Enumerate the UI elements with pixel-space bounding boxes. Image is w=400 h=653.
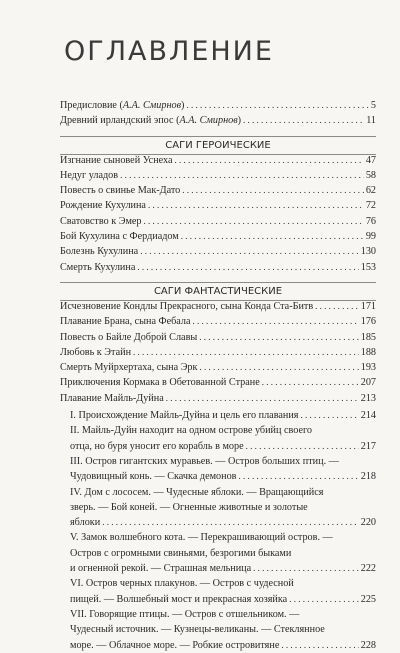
toc-entry [60,316,376,331]
leader-dots [199,332,358,343]
leader-dots [133,347,359,358]
page-number: 218 [360,471,376,483]
entry-title: Любовь к Этайн [60,346,132,358]
toc-entry [60,170,376,185]
section-heading-fantastic: САГИ ФАНТАСТИЧЕСКИЕ [153,285,283,297]
entry-title: Смерть Муйрхертаха, сына Эрк [60,362,198,374]
page-number: 5 [370,100,376,111]
entry-title: и огненной рекой. — Страшная мельница [70,563,252,575]
page-number: 176 [360,316,376,328]
leader-dots [253,561,359,576]
leader-dots [281,638,358,653]
leader-dots [246,439,359,454]
subentry-line: VI. Остров черных плакунов. — Остров с чудесной [70,578,294,590]
toc-subentry [60,576,376,607]
toc-entry [60,301,376,316]
toc-entry [70,469,376,484]
leader-dots [300,408,358,423]
page-number: 217 [360,440,376,452]
leader-dots [315,301,359,312]
subentry-line: III. Остров гигантских муравьев. — Остров больших птиц. — [70,455,339,467]
fantastic-entries [60,301,376,408]
toc-entry [60,393,376,408]
entry-title: Недуг уладов [60,169,119,181]
leader-dots [186,100,368,111]
entry-title: Плавание Брана, сына Фебала [60,316,191,328]
entry-title: отца, но буря уносит его корабль в море [70,440,244,452]
leader-dots [243,115,364,126]
toc-entry [60,216,376,231]
page-number: 72 [365,200,376,212]
toc-entry [60,377,376,392]
entry-title: Плавание Майль-Дуйна [60,392,164,404]
toc-entry [60,231,376,246]
page-number: 220 [360,517,376,529]
leader-dots [120,170,364,181]
intro-entries [60,100,376,131]
page-number: 213 [360,392,376,404]
entry-title: Исчезновение Кондлы Прекрасного, сына Конда Ста-Битв [60,300,314,312]
table-of-contents [60,100,376,653]
subentry-line: Чудесный источник. — Кузнецы-великаны. — Стеклянное [70,624,325,636]
leader-dots [193,316,359,327]
leader-dots [144,216,364,227]
toc-subentry [60,485,376,531]
leader-dots [137,262,358,273]
entry-title: Сватовство к Эмер [60,215,142,227]
toc-entry [60,115,376,130]
page-number: 58 [365,169,376,181]
leader-dots [140,246,359,257]
toc-subentry [60,454,376,485]
page-number: 185 [360,331,376,343]
page-title: ОГЛАВЛЕНИЕ [64,36,274,67]
toc-subentry [60,530,376,576]
leader-dots [102,515,359,530]
subentry-line: IV. Дом с лососем. — Чудесные яблоки. — Вращающийся [70,486,324,498]
entry-title: Повесть о свинье Мак-Дато [60,185,181,197]
toc-entry [60,262,376,277]
toc-entry [70,408,376,423]
subentry-line: II. Майль-Дуйн находит на одном острове убийц своего [70,425,313,437]
entry-title: Смерть Кухулина [60,261,136,273]
page-number: 11 [366,115,376,127]
entry-title: море. — Облачное море. — Робкие островитяне [70,639,280,651]
page-number: 188 [360,346,376,358]
subentry-line: VII. Говорящие птицы. — Остров с отшельником. — [70,608,300,620]
entry-title: Бой Кухулина с Фердиадом [60,231,179,243]
toc-entry [60,246,376,261]
page-number: 207 [360,377,376,389]
leader-dots [239,469,359,484]
entry-title: Повесть о Байле Доброй Славы [60,331,198,343]
entry-title: Древний ирландский эпос (А.А. Смирнов) [60,115,242,127]
subentry-line: Остров с огромными свиньями, безрогими быками [70,547,292,559]
leader-dots [182,185,364,196]
page-number: 99 [365,231,376,243]
page-number: 214 [360,410,376,422]
toc-entry [60,362,376,377]
toc-entry [70,561,376,576]
leader-dots [199,362,358,373]
leader-dots [166,393,359,404]
page-number: 153 [360,261,376,273]
subentry-line: зверь. — Бой коней. — Огненные животные и золотые [70,501,308,513]
heroic-entries [60,155,376,277]
toc-entry [60,100,376,115]
toc-entry [60,185,376,200]
toc-entry [60,347,376,362]
leader-dots [175,155,364,166]
entry-title: яблоки [70,517,101,529]
page-number: 62 [365,185,376,197]
toc-entry [70,515,376,530]
page-number: 225 [360,593,376,605]
entry-title: Болезнь Кухулина [60,246,139,258]
leader-dots [289,592,359,607]
subentry-line: V. Замок волшебного кота. — Перекрашивающий остров. — [70,532,333,544]
leader-dots [148,200,364,211]
page-number: 47 [365,154,376,166]
page-number: 193 [360,362,376,374]
entry-title: I. Происхождение Майль-Дуйна и цель его плавания [70,410,299,422]
toc-entry [70,439,376,454]
toc-entry [60,332,376,347]
entry-title: Чудовищный конь. — Скачка демонов [70,471,237,483]
entry-title: Предисловие (А.А. Смирнов) [60,100,185,111]
entry-title: пищей. — Волшебный мост и прекрасная хозяйка [70,593,288,605]
entry-title: Изгнание сыновей Уснеха [60,154,173,166]
section-heading-heroic: САГИ ГЕРОИЧЕСКИЕ [165,139,271,151]
toc-entry [70,592,376,607]
leader-dots [262,377,359,388]
toc-subentry [60,607,376,653]
page-number: 130 [360,246,376,258]
toc-subentry [60,423,376,454]
page-number: 76 [365,215,376,227]
toc-subentry [60,408,376,423]
page-number: 222 [360,563,376,575]
toc-entry [70,638,376,653]
page-number: 171 [360,300,376,312]
fantastic-subentries [60,408,376,653]
entry-title: Рождение Кухулина [60,200,146,212]
toc-entry [60,200,376,215]
page-number: 228 [360,639,376,651]
entry-title: Приключения Кормака в Обетованной Стране [60,377,260,389]
leader-dots [181,231,364,242]
toc-entry [60,155,376,170]
